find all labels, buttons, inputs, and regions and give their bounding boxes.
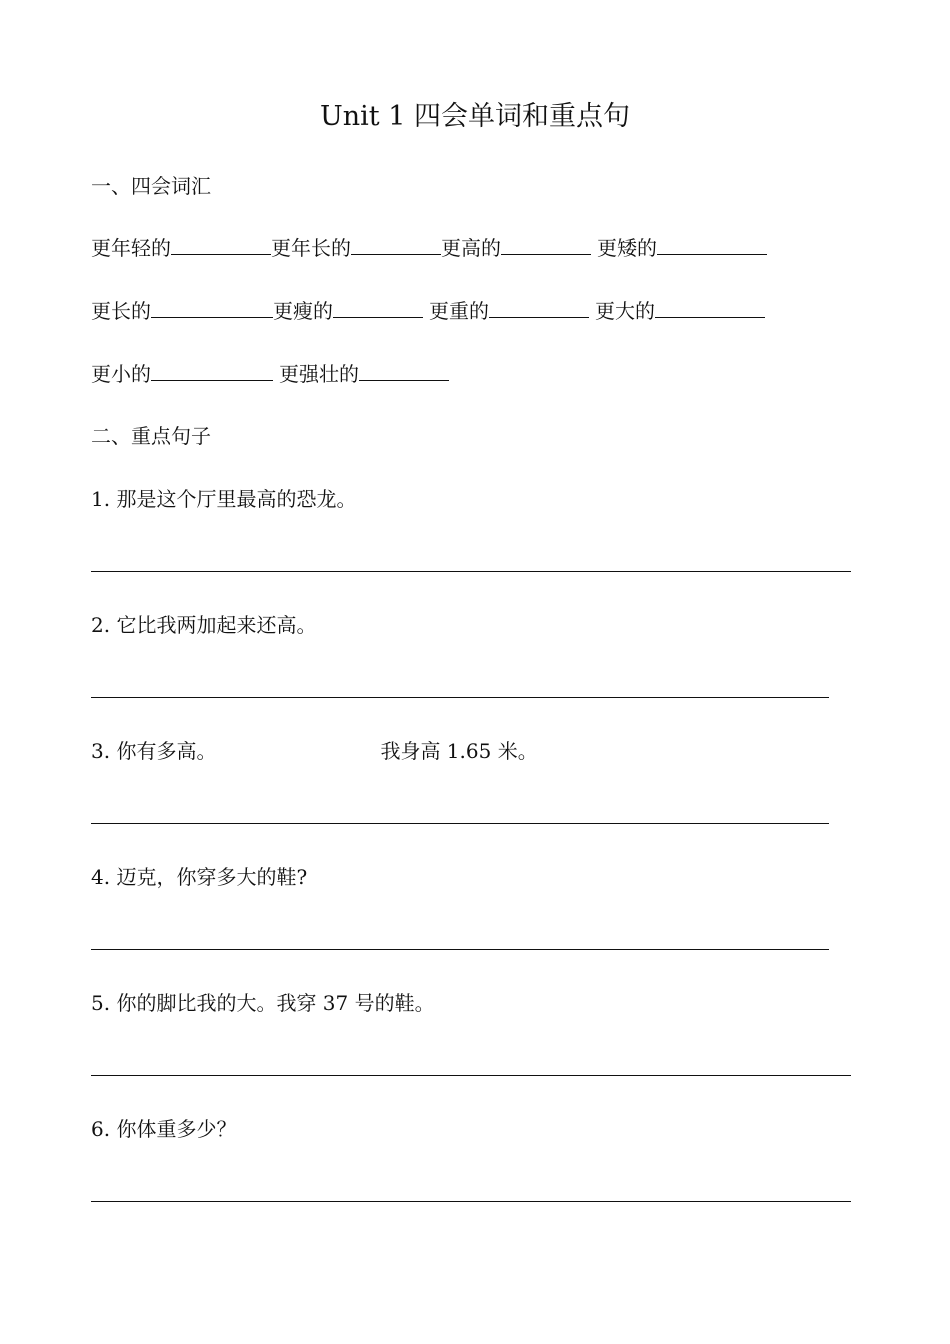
vocab-label: 更年轻的 [91,236,171,260]
vocab-blank[interactable] [657,234,767,255]
vocab-item [91,360,273,387]
vocab-row [91,297,769,324]
answer-line[interactable] [91,697,829,698]
answer-line[interactable] [91,823,829,824]
vocab-item [597,234,767,261]
sentence-prompt [91,738,538,764]
sentence-prompt: 1. 那是这个厅里最高的恐龙。 [91,487,357,511]
vocab-label: 更瘦的 [273,299,333,323]
vocab-blank[interactable] [333,297,423,318]
vocab-row [91,360,453,387]
answer-line[interactable] [91,571,851,572]
vocab-blank[interactable] [501,234,591,255]
vocab-item [91,234,271,261]
vocab-blank[interactable] [171,234,271,255]
vocab-label: 更大的 [595,299,655,323]
section-heading-vocabulary: 一、四会词汇 [91,174,211,198]
vocab-blank[interactable] [351,234,441,255]
vocab-item [429,297,589,324]
vocab-label: 更年长的 [271,236,351,260]
answer-line[interactable] [91,1075,851,1076]
vocab-label: 更强壮的 [279,362,359,386]
page-title: Unit 1 四会单词和重点句 [320,101,630,132]
vocab-item [271,234,441,261]
answer-line[interactable] [91,1201,851,1202]
vocab-row [91,234,771,261]
sentence-prompt: 5. 你的脚比我的大。我穿 37 号的鞋。 [91,991,435,1015]
vocab-item [273,297,423,324]
sentence-prompt: 6. 你体重多少？ [91,1117,237,1141]
sentence-prompt: 4. 迈克，你穿多大的鞋? [91,865,308,889]
vocab-label: 更高的 [441,236,501,260]
vocab-label: 更小的 [91,362,151,386]
answer-line[interactable] [91,949,829,950]
sentence-answer: 我身高 1.65 米。 [380,739,538,763]
vocab-label: 更长的 [91,299,151,323]
section-heading-sentences: 二、重点句子 [91,424,211,448]
vocab-label: 更重的 [429,299,489,323]
vocab-item [91,297,273,324]
vocab-item [595,297,765,324]
vocab-blank[interactable] [359,360,449,381]
vocab-item [279,360,449,387]
sentence-prompt: 2. 它比我两加起来还高。 [91,613,317,637]
vocab-item [441,234,591,261]
vocab-blank[interactable] [151,360,273,381]
sentence-question: 3. 你有多高。 [91,739,217,763]
vocab-label: 更矮的 [597,236,657,260]
vocab-blank[interactable] [489,297,589,318]
vocab-blank[interactable] [151,297,273,318]
vocab-blank[interactable] [655,297,765,318]
